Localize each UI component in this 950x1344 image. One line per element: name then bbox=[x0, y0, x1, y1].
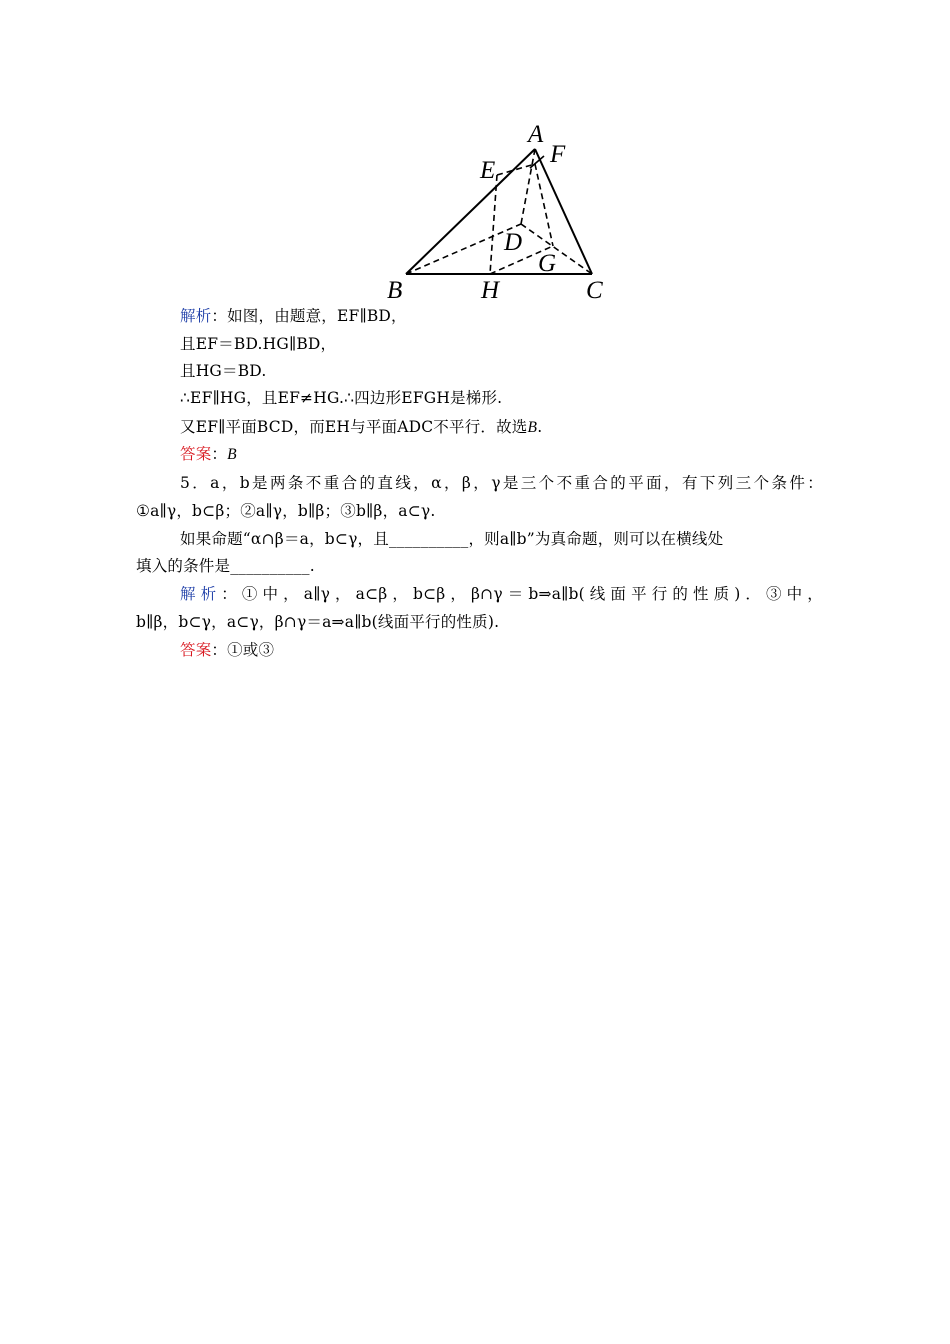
solution-1-line-2: 且EF＝BD.HG∥BD， bbox=[180, 335, 337, 353]
question-5-conditions: ①a∥γ，b⊂β；②a∥γ，b∥β；③b∥β，a⊂γ. bbox=[136, 502, 436, 520]
answer-1 bbox=[180, 444, 237, 465]
question-5-line-3: 如果命题“α∩β＝a，b⊂γ，且__________，则a∥b”为真命题，则可以在横线处 bbox=[180, 530, 724, 548]
label-e: E bbox=[480, 157, 496, 184]
solution-text: 又EF∥平面BCD，而EH与平面ADC不平行．故选 bbox=[180, 418, 528, 436]
label-g: G bbox=[538, 250, 557, 277]
solution-1-line-4: ∴EF∥HG，且EF≠HG.∴四边形EFGH是梯形. bbox=[180, 389, 503, 407]
answer-label: 答案 bbox=[180, 641, 212, 659]
solution-label: 解析 bbox=[180, 585, 222, 603]
solution-1-line-1 bbox=[180, 306, 407, 326]
solution-label: 解析 bbox=[180, 307, 212, 325]
choice-letter: B bbox=[527, 419, 538, 436]
period: . bbox=[537, 418, 543, 436]
segment-ef bbox=[497, 164, 535, 175]
label-d: D bbox=[504, 229, 523, 256]
solution-1-line-3: 且HG＝BD. bbox=[180, 362, 267, 380]
colon: ： bbox=[211, 445, 228, 463]
solution-text: ①中，a∥γ，a⊂β，b⊂β，β∩γ＝b⇒a∥b(线面平行的性质)．③中， bbox=[241, 585, 823, 603]
question-5-line-4: 填入的条件是__________. bbox=[136, 557, 315, 575]
answer-value: ①或③ bbox=[227, 641, 275, 659]
segment-fg bbox=[535, 164, 553, 246]
answer-2 bbox=[180, 640, 274, 660]
label-a: A bbox=[528, 121, 544, 148]
answer-label: 答案 bbox=[180, 445, 212, 463]
colon: ： bbox=[211, 641, 228, 659]
solution-text: 如图，由题意，EF∥BD， bbox=[227, 307, 407, 325]
colon: ： bbox=[221, 585, 242, 603]
label-f: F bbox=[550, 141, 566, 168]
label-c: C bbox=[586, 277, 603, 304]
tetrahedron-diagram bbox=[380, 118, 620, 308]
solution-2-line-2: b∥β，b⊂γ，a⊂γ，β∩γ＝a⇒a∥b(线面平行的性质). bbox=[136, 613, 500, 631]
solution-1-line-5 bbox=[180, 417, 542, 438]
question-5-line-1: 5．a，b是两条不重合的直线，α，β，γ是三个不重合的平面，有下列三个条件： bbox=[180, 474, 823, 492]
label-b: B bbox=[387, 277, 403, 304]
tetrahedron-figure bbox=[380, 118, 620, 308]
label-h: H bbox=[481, 277, 500, 304]
answer-value: B bbox=[227, 446, 237, 463]
colon: ： bbox=[211, 307, 228, 325]
solution-2-line-1 bbox=[180, 584, 823, 604]
